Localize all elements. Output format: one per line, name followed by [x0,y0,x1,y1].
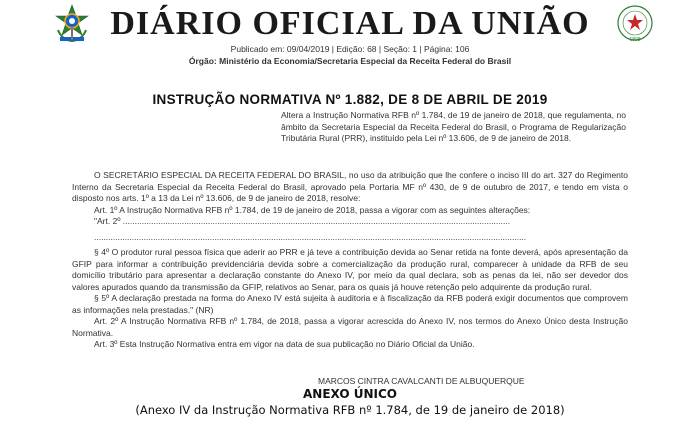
paragraph-par4: § 4º O produtor rural pessoa física que aderir ao PRR e já teve a contribuição devida ao Senar retida na fonte deverá, após apresentação da GFIP para informar a contribuição previdenciária devida sobre a comercialização da produção rural, comparecer à unidade da RFB de seu domicílio tributário para apresentar a declaração constante do Anexo IV, por meio da qual declara, sob as penas da lei, não ser devedor dos valores apurados quando da transmissão da GFIP, relativos ao Senar, para os quais já houve retenção pelo adquirente da produção rural. [72,247,628,292]
paragraph-ellipsis: ....................................................................................................................................................................................... [94,231,527,242]
document-title: INSTRUÇÃO NORMATIVA Nº 1.882, DE 8 DE ABRIL DE 2019 [152,92,548,107]
paragraph-art2-quote: "Art. 2º .................................................................................................................................................................... [94,216,511,226]
paragraph-art1: Art. 1º A Instrução Normativa RFB nº 1.784, de 19 de janeiro de 2018, passa a vigorar com as seguintes alterações: [94,204,531,215]
document-body [72,170,628,351]
paragraph-art2: Art. 2º A Instrução Normativa RFB nº 1.784, de 2018, passa a vigorar acrescida do Anexo IV, nos termos do Anexo Único desta Instrução Normativa. [72,316,628,338]
publication-info: Publicado em: 09/04/2019 | Edição: 68 | Seção: 1 | Página: 106 [230,44,470,54]
paragraph-art3: Art. 3º Esta Instrução Normativa entra em vigor na data de sua publicação no Diário Oficial da União. [94,339,475,349]
annex-subtitle: (Anexo IV da Instrução Normativa RFB nº 1.784, de 19 de janeiro de 2018) [135,403,565,417]
orgao-line [0,56,700,67]
signer-name: MARCOS CINTRA CAVALCANTI DE ALBUQUERQUE [318,376,525,386]
imprensa-nacional-seal-icon [616,4,654,44]
annex-title: ANEXO ÚNICO [303,387,397,401]
seal-year: 1808 [629,37,641,43]
paragraph-preamble: O SECRETÁRIO ESPECIAL DA RECEITA FEDERAL DO BRASIL, no uso da atribuição que lhe confere o inciso III do art. 327 do Regimento Interno da Secretaria Especial da Receita Federal do Brasil, aprovado pela Portaria MF nº 430, de 9 de outubro de 2017, e tendo em vista o disposto nos arts. 1º a 13 da Lei nº 13.606, de 9 de janeiro de 2018, resolve: [72,170,628,203]
ementa: Altera a Instrução Normativa RFB nº 1.784, de 19 de janeiro de 2018, que regulamenta, no âmbito da Secretaria Especial da Receita Federal do Brasil, o Programa de Regularização Tributária Rural (PRR), instituído pela Lei nº 13.606, de 9 de janeiro de 2018. [281,110,626,143]
orgao-label: Órgão: [188,56,217,66]
newspaper-title: DIÁRIO OFICIAL DA UNIÃO [110,5,590,42]
masthead [0,0,700,72]
orgao-value: Ministério da Economia/Secretaria Especial da Receita Federal do Brasil [219,56,512,66]
paragraph-par5: § 5º A declaração prestada na forma do Anexo IV está sujeita à auditoria e à fiscalização da RFB poderá exigir documentos que comprovem as informações nela prestadas." (NR) [72,293,628,315]
